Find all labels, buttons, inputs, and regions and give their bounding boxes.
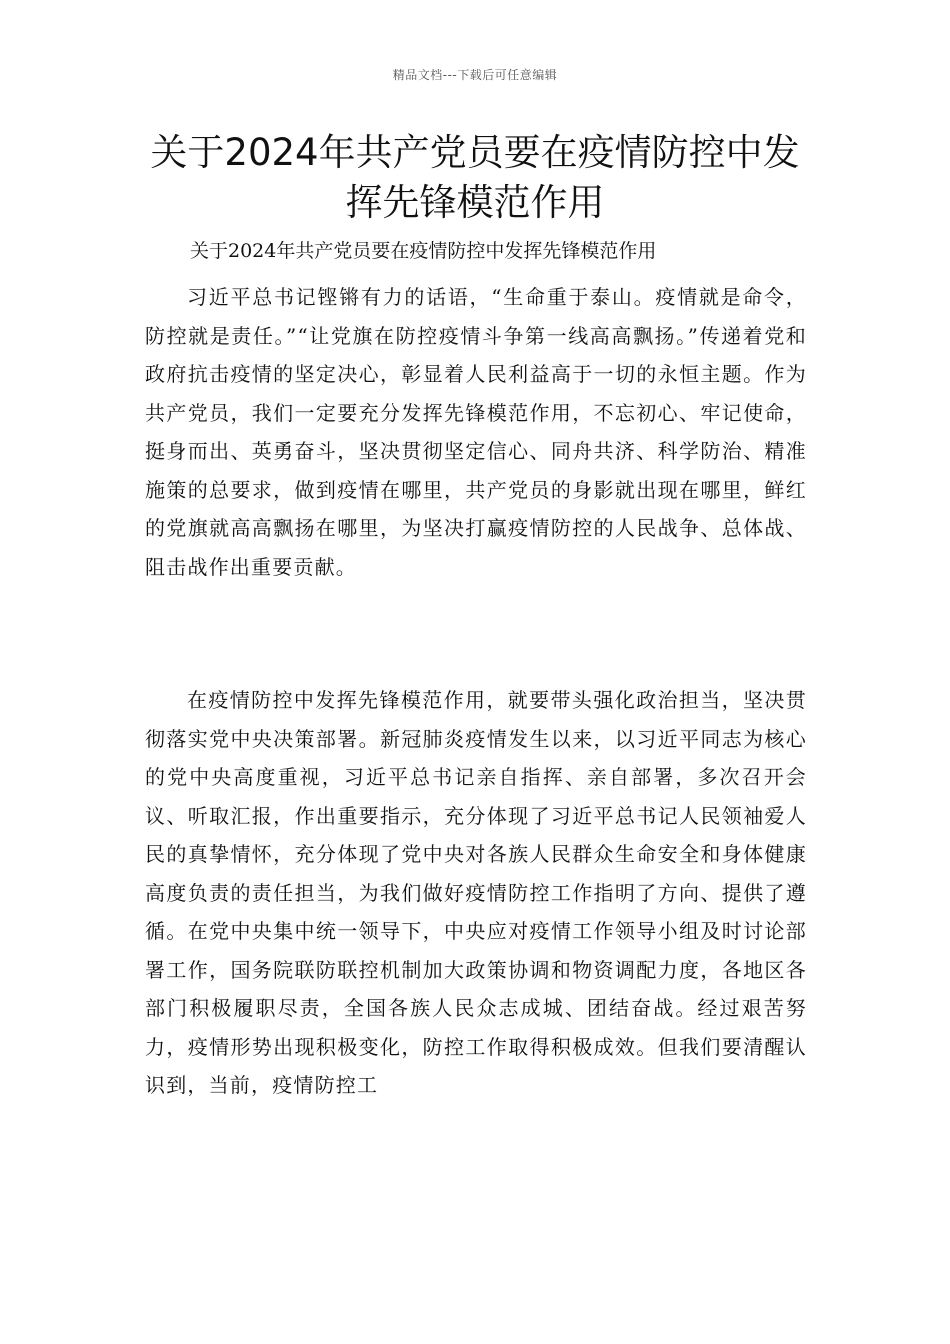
document-subtitle: 关于2024年共产党员要在疫情防控中发挥先锋模范作用 — [190, 240, 657, 262]
paragraph-2: 在疫情防控中发挥先锋模范作用，就要带头强化政治担当，坚决贯彻落实党中央决策部署。新冠肺炎疫情发生以来，以习近平同志为核心的党中央高度重视，习近平总书记亲自指挥、亲自部署，多次召开会议、听取汇报，作出重要指示，充分体现了习近平总书记人民领袖爱人民的真挚情怀，充分体现了党中央对各族人民群众生命安全和身体健康高度负责的责任担当，为我们做好疫情防控工作指明了方向、提供了遵循。在党中央集中统一领导下，中央应对疫情工作领导小组及时讨论部署工作，国务院联防联控机制加大政策协调和物资调配力度，各地区各部门积极履职尽责，全国各族人民众志成城、团结奋战。经过艰苦努力，疫情形势出现积极变化，防控工作取得积极成效。但我们要清醒认识到，当前，疫情防控工 — [145, 688, 807, 1097]
document-title: 关于2024年共产党员要在疫情防控中发挥先锋模范作用 — [150, 131, 800, 224]
paragraph-1: 习近平总书记铿锵有力的话语，“生命重于泰山。疫情就是命令，防控就是责任。”“让党旗在防控疫情斗争第一线高高飘扬。”传递着党和政府抗击疫情的坚定决心，彰显着人民利益高于一切的永恒主题。作为共产党员，我们一定要充分发挥先锋模范作用，不忘初心、牢记使命，挺身而出、英勇奋斗，坚决贯彻坚定信心、同舟共济、科学防治、精准施策的总要求，做到疫情在哪里，共产党员的身影就出现在哪里，鲜红的党旗就高高飘扬在哪里，为坚决打赢疫情防控的人民战争、总体战、阻击战作出重要贡献。 — [145, 285, 807, 579]
header-note: 精品文档---下载后可任意编辑 — [392, 68, 558, 82]
